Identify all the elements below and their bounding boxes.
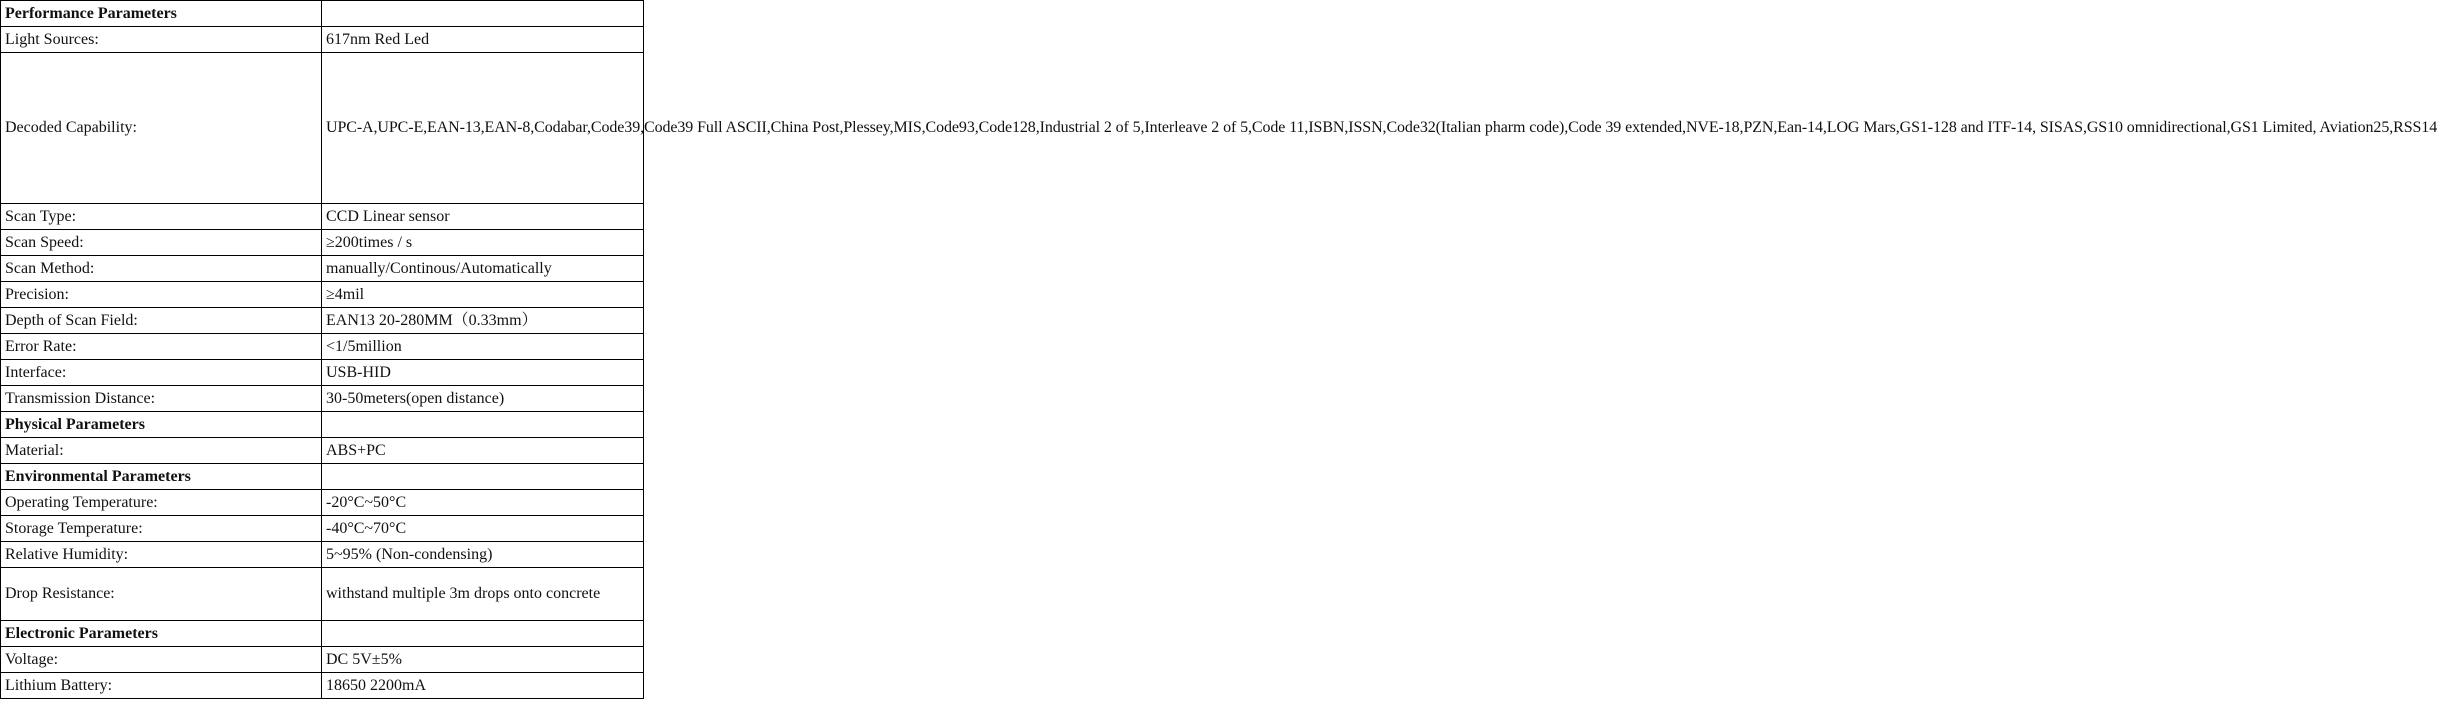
row-value-lithium-battery: 18650 2200mA <box>322 673 644 699</box>
table-row <box>1 53 644 204</box>
row-value-precision: ≥4mil <box>322 282 644 308</box>
row-label-decoded-capability: Decoded Capability: <box>1 53 322 204</box>
row-label-voltage: Voltage: <box>1 647 322 673</box>
row-value-transmission-distance: 30-50meters(open distance) <box>322 386 644 412</box>
section-row-performance <box>1 1 644 27</box>
row-label-lithium-battery: Lithium Battery: <box>1 673 322 699</box>
table-row <box>1 673 644 699</box>
section-title-performance: Performance Parameters <box>1 1 322 27</box>
section-title-environmental: Environmental Parameters <box>1 464 322 490</box>
table-row <box>1 360 644 386</box>
section-title-electronic: Electronic Parameters <box>1 621 322 647</box>
row-label-operating-temperature: Operating Temperature: <box>1 490 322 516</box>
section-row-physical <box>1 412 644 438</box>
row-value-material: ABS+PC <box>322 438 644 464</box>
table-row <box>1 490 644 516</box>
section-row-electronic <box>1 621 644 647</box>
table-row <box>1 230 644 256</box>
row-value-decoded-capability: UPC-A,UPC-E,EAN-13,EAN-8,Codabar,Code39,Code39 Full ASCII,China Post,Plessey,MIS,Code93,Code128,Industrial 2 of 5,Interleave 2 of 5,Code 11,ISBN,ISSN,Code32(Italian pharm code),Code 39 extended,NVE-18,PZN,Ean-14,LOG Mars,GS1-128 and ITF-14, SISAS,GS10 omnidirectional,GS1 Limited, Aviation25,RSS14 <box>322 53 644 204</box>
row-value-error-rate: <1/5million <box>322 334 644 360</box>
table-row <box>1 386 644 412</box>
table-row <box>1 282 644 308</box>
table-row <box>1 568 644 621</box>
row-label-light-sources: Light Sources: <box>1 27 322 53</box>
row-value-light-sources: 617nm Red Led <box>322 27 644 53</box>
table-row <box>1 204 644 230</box>
row-value-operating-temperature: -20°C~50°C <box>322 490 644 516</box>
row-value-voltage: DC 5V±5% <box>322 647 644 673</box>
row-label-interface: Interface: <box>1 360 322 386</box>
row-label-precision: Precision: <box>1 282 322 308</box>
section-title-physical: Physical Parameters <box>1 412 322 438</box>
row-label-drop-resistance: Drop Resistance: <box>1 568 322 621</box>
table-row <box>1 256 644 282</box>
row-label-depth-of-field: Depth of Scan Field: <box>1 308 322 334</box>
table-row <box>1 438 644 464</box>
section-row-environmental <box>1 464 644 490</box>
section-empty-cell <box>322 464 644 490</box>
section-empty-cell <box>322 1 644 27</box>
table-row <box>1 27 644 53</box>
section-empty-cell <box>322 412 644 438</box>
row-label-transmission-distance: Transmission Distance: <box>1 386 322 412</box>
row-value-drop-resistance: withstand multiple 3m drops onto concrete <box>322 568 644 621</box>
row-label-storage-temperature: Storage Temperature: <box>1 516 322 542</box>
row-value-storage-temperature: -40°C~70°C <box>322 516 644 542</box>
row-value-depth-of-field: EAN13 20-280MM（0.33mm） <box>322 308 644 334</box>
table-row <box>1 647 644 673</box>
table-row <box>1 308 644 334</box>
row-value-relative-humidity: 5~95% (Non-condensing) <box>322 542 644 568</box>
table-row <box>1 334 644 360</box>
row-label-scan-method: Scan Method: <box>1 256 322 282</box>
table-row <box>1 516 644 542</box>
row-value-scan-method: manually/Continous/Automatically <box>322 256 644 282</box>
row-label-material: Material: <box>1 438 322 464</box>
row-value-scan-speed: ≥200times / s <box>322 230 644 256</box>
row-label-relative-humidity: Relative Humidity: <box>1 542 322 568</box>
section-empty-cell <box>322 621 644 647</box>
row-label-error-rate: Error Rate: <box>1 334 322 360</box>
row-value-interface: USB-HID <box>322 360 644 386</box>
row-value-scan-type: CCD Linear sensor <box>322 204 644 230</box>
row-label-scan-type: Scan Type: <box>1 204 322 230</box>
row-label-scan-speed: Scan Speed: <box>1 230 322 256</box>
table-row <box>1 542 644 568</box>
